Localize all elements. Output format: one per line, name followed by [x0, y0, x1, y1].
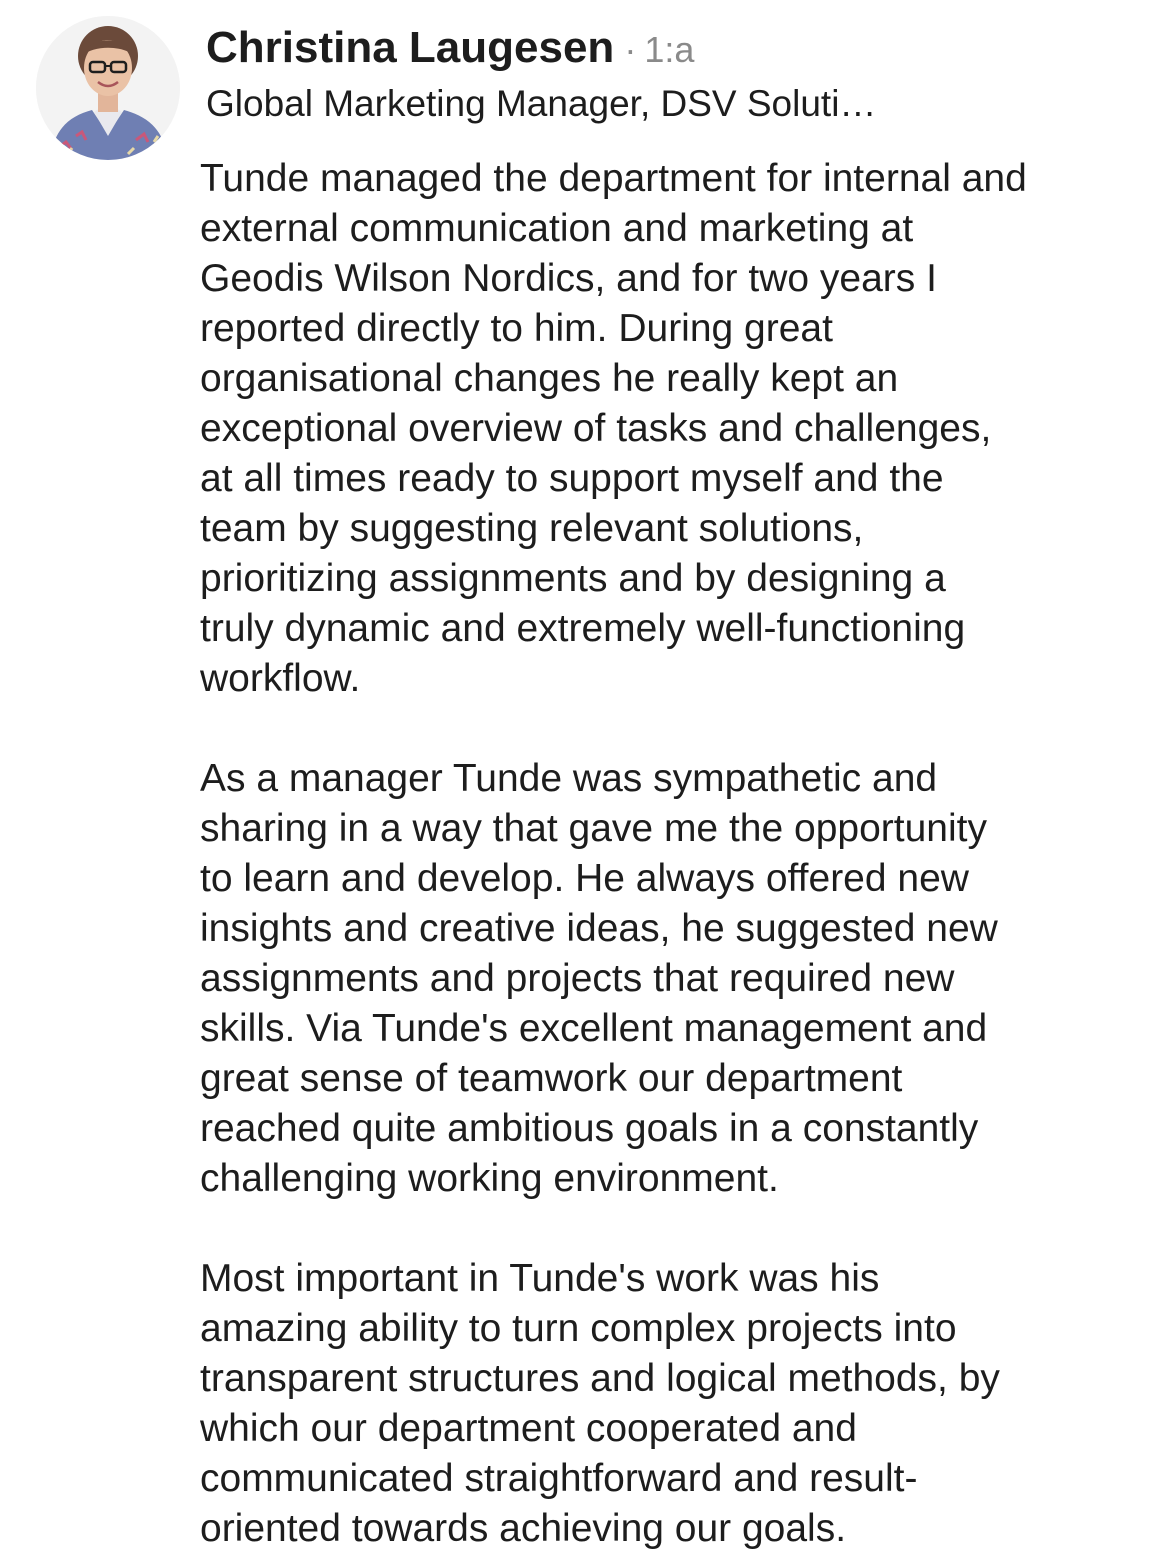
author-name[interactable]: Christina Laugesen	[206, 23, 615, 72]
recommendation-paragraph-2: As a manager Tunde was sympathetic and sharing in a way that gave me the opportunity to learn and develop. He always offered new insights and creative ideas, he suggested new assignments and projects that required new skills. Via Tunde's excellent management and great sense of teamwork our department reached quite ambitious goals in a constantly challenging working environment.	[200, 757, 998, 1200]
profile-photo-icon	[36, 16, 180, 160]
recommendation-paragraph-1: Tunde managed the department for internal and external communication and marketing at Geodis Wilson Nordics, and for two years I reported directly to him. During great organisational changes he really kept an exceptional overview of tasks and challenges, at all times ready to support myself and the team by suggesting relevant solutions, prioritizing assignments and by designing a truly dynamic and extremely well-functioning workflow.	[200, 157, 1027, 700]
author-headline: Global Marketing Manager, DSV Soluti…	[206, 83, 877, 124]
recommendation-text	[200, 154, 1135, 1554]
author-avatar[interactable]	[36, 16, 180, 160]
separator-dot: ·	[624, 29, 637, 70]
author-header	[206, 18, 1126, 130]
connection-degree: 1:a	[644, 29, 695, 70]
recommendation-paragraph-3: Most important in Tunde's work was his amazing ability to turn complex projects into transparent structures and logical methods, by which our department cooperated and communicated straightforward and result- oriented towards achieving our goals.	[200, 1257, 1000, 1550]
author-name-line	[206, 18, 1126, 78]
